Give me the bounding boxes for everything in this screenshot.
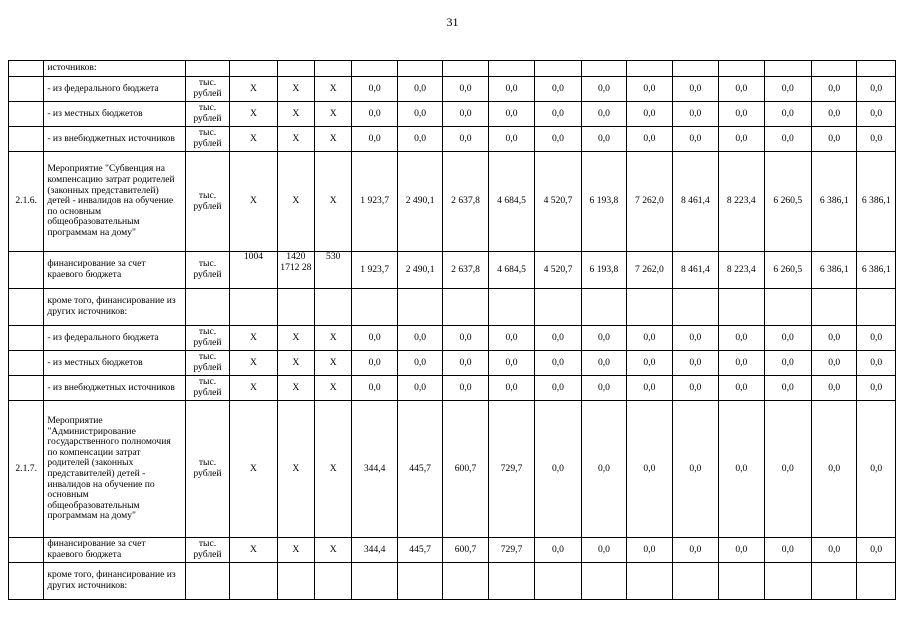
value-cell: 0,0	[535, 77, 581, 102]
code-cell-3: X	[315, 351, 352, 376]
value-cell: 0,0	[672, 77, 718, 102]
value-cell: 0,0	[352, 326, 397, 351]
table-row	[9, 61, 896, 77]
value-cell	[857, 563, 896, 600]
unit-cell: тыс. рублей	[185, 152, 229, 252]
value-cell: 0,0	[581, 351, 626, 376]
item-name-cell: - из местных бюджетов	[44, 351, 185, 376]
value-cell: 729,7	[488, 538, 534, 563]
value-cell: 0,0	[488, 77, 534, 102]
unit-cell: тыс. рублей	[185, 326, 229, 351]
value-cell	[443, 61, 488, 77]
row-number-cell: 2.1.7.	[9, 401, 44, 538]
code-cell-3: X	[315, 538, 352, 563]
value-cell: 0,0	[627, 77, 672, 102]
value-cell: 8 461,4	[672, 152, 718, 252]
item-name-cell: - из федерального бюджета	[44, 77, 185, 102]
value-cell	[581, 289, 626, 326]
value-cell: 0,0	[488, 102, 534, 127]
value-cell: 0,0	[857, 127, 896, 152]
code-cell-2: X	[277, 77, 314, 102]
table-row	[9, 376, 896, 401]
value-cell	[535, 563, 581, 600]
value-cell: 4 520,7	[535, 152, 581, 252]
code-cell-2	[277, 61, 314, 77]
value-cell: 0,0	[443, 326, 488, 351]
value-cell	[443, 563, 488, 600]
value-cell: 0,0	[672, 538, 718, 563]
value-cell	[488, 61, 534, 77]
value-cell	[719, 61, 764, 77]
table-row	[9, 77, 896, 102]
value-cell: 600,7	[443, 401, 488, 538]
value-cell: 344,4	[352, 538, 397, 563]
item-name-cell: кроме того, финансирование из других источников:	[44, 289, 185, 326]
value-cell	[397, 61, 442, 77]
table-row	[9, 127, 896, 152]
value-cell: 0,0	[764, 538, 811, 563]
value-cell: 4 520,7	[535, 252, 581, 289]
code-cell-1	[230, 563, 277, 600]
value-cell: 0,0	[764, 127, 811, 152]
value-cell	[857, 61, 896, 77]
value-cell: 0,0	[719, 326, 764, 351]
code-cell-2: X	[277, 351, 314, 376]
value-cell: 2 637,8	[443, 252, 488, 289]
value-cell: 0,0	[764, 77, 811, 102]
code-cell-1: X	[230, 538, 277, 563]
code-cell-3: X	[315, 127, 352, 152]
unit-cell: тыс. рублей	[185, 351, 229, 376]
value-cell: 0,0	[812, 376, 857, 401]
value-cell	[719, 289, 764, 326]
value-cell: 0,0	[719, 127, 764, 152]
value-cell	[352, 563, 397, 600]
value-cell: 6 386,1	[812, 152, 857, 252]
row-number-cell	[9, 376, 44, 401]
value-cell	[397, 563, 442, 600]
value-cell: 0,0	[397, 326, 442, 351]
value-cell: 6 386,1	[857, 252, 896, 289]
table-body	[9, 61, 896, 600]
value-cell	[352, 61, 397, 77]
value-cell: 0,0	[581, 127, 626, 152]
unit-cell: тыс. рублей	[185, 376, 229, 401]
value-cell	[488, 289, 534, 326]
code-cell-2: X	[277, 376, 314, 401]
page-number: 31	[446, 15, 459, 29]
code-cell-1: X	[230, 326, 277, 351]
code-cell-1: X	[230, 77, 277, 102]
item-name-cell: кроме того, финансирование из других источников:	[44, 563, 185, 600]
table-row	[9, 252, 896, 289]
row-number-cell: 2.1.6.	[9, 152, 44, 252]
value-cell: 8 223,4	[719, 252, 764, 289]
value-cell	[627, 61, 672, 77]
code-cell-1	[230, 61, 277, 77]
value-cell: 0,0	[719, 77, 764, 102]
value-cell	[719, 563, 764, 600]
code-cell-3: X	[315, 77, 352, 102]
row-number-cell	[9, 538, 44, 563]
value-cell: 0,0	[581, 401, 626, 538]
value-cell: 0,0	[535, 376, 581, 401]
table-row	[9, 351, 896, 376]
value-cell: 0,0	[397, 102, 442, 127]
value-cell: 445,7	[397, 401, 442, 538]
value-cell: 0,0	[719, 538, 764, 563]
code-cell-1: X	[230, 102, 277, 127]
table-row	[9, 538, 896, 563]
value-cell: 0,0	[535, 127, 581, 152]
value-cell: 0,0	[857, 326, 896, 351]
value-cell: 6 193,8	[581, 152, 626, 252]
code-cell-1	[230, 289, 277, 326]
code-cell-2: 1420 1712 28	[277, 252, 314, 289]
value-cell: 0,0	[627, 376, 672, 401]
value-cell: 0,0	[488, 376, 534, 401]
unit-cell: тыс. рублей	[185, 401, 229, 538]
value-cell	[812, 289, 857, 326]
value-cell: 0,0	[443, 102, 488, 127]
value-cell: 0,0	[812, 351, 857, 376]
code-cell-3: 530	[315, 252, 352, 289]
table-row	[9, 563, 896, 600]
value-cell: 0,0	[581, 326, 626, 351]
value-cell: 0,0	[812, 127, 857, 152]
code-cell-3	[315, 61, 352, 77]
table-row	[9, 102, 896, 127]
value-cell: 0,0	[443, 376, 488, 401]
value-cell	[488, 563, 534, 600]
code-cell-1: 1004	[230, 252, 277, 289]
value-cell: 0,0	[581, 376, 626, 401]
value-cell: 0,0	[397, 376, 442, 401]
value-cell: 0,0	[812, 77, 857, 102]
budget-table	[8, 60, 896, 600]
value-cell: 6 386,1	[812, 252, 857, 289]
code-cell-2: X	[277, 401, 314, 538]
row-number-cell	[9, 61, 44, 77]
value-cell: 0,0	[857, 538, 896, 563]
value-cell: 344,4	[352, 401, 397, 538]
row-number-cell	[9, 77, 44, 102]
value-cell: 0,0	[857, 376, 896, 401]
value-cell	[672, 61, 718, 77]
unit-cell	[185, 289, 229, 326]
value-cell: 0,0	[672, 326, 718, 351]
value-cell: 0,0	[397, 351, 442, 376]
value-cell: 2 490,1	[397, 252, 442, 289]
row-number-cell	[9, 102, 44, 127]
value-cell: 0,0	[627, 326, 672, 351]
value-cell: 0,0	[488, 351, 534, 376]
value-cell: 6 386,1	[857, 152, 896, 252]
value-cell	[535, 289, 581, 326]
value-cell: 8 223,4	[719, 152, 764, 252]
code-cell-2: X	[277, 102, 314, 127]
value-cell: 0,0	[581, 538, 626, 563]
item-name-cell: - из внебюджетных источников	[44, 127, 185, 152]
value-cell: 2 637,8	[443, 152, 488, 252]
code-cell-3: X	[315, 102, 352, 127]
value-cell: 0,0	[581, 102, 626, 127]
value-cell	[443, 289, 488, 326]
code-cell-2	[277, 563, 314, 600]
value-cell: 600,7	[443, 538, 488, 563]
value-cell: 0,0	[627, 538, 672, 563]
value-cell	[672, 289, 718, 326]
table-row	[9, 326, 896, 351]
value-cell: 4 684,5	[488, 152, 534, 252]
value-cell	[764, 563, 811, 600]
unit-cell: тыс. рублей	[185, 127, 229, 152]
value-cell: 0,0	[719, 102, 764, 127]
row-number-cell	[9, 127, 44, 152]
value-cell: 0,0	[352, 127, 397, 152]
value-cell: 0,0	[857, 77, 896, 102]
value-cell: 1 923,7	[352, 152, 397, 252]
value-cell: 0,0	[764, 376, 811, 401]
value-cell: 0,0	[764, 351, 811, 376]
value-cell: 0,0	[672, 127, 718, 152]
value-cell: 0,0	[352, 77, 397, 102]
code-cell-2: X	[277, 127, 314, 152]
value-cell: 0,0	[352, 376, 397, 401]
value-cell: 0,0	[488, 127, 534, 152]
value-cell: 0,0	[535, 102, 581, 127]
code-cell-1: X	[230, 376, 277, 401]
value-cell: 0,0	[764, 102, 811, 127]
code-cell-2: X	[277, 152, 314, 252]
value-cell: 0,0	[352, 102, 397, 127]
row-number-cell	[9, 289, 44, 326]
value-cell	[581, 61, 626, 77]
value-cell: 0,0	[812, 102, 857, 127]
item-name-cell: финансирование за счет краевого бюджета	[44, 252, 185, 289]
value-cell: 0,0	[443, 77, 488, 102]
value-cell: 0,0	[352, 351, 397, 376]
value-cell	[812, 563, 857, 600]
value-cell	[581, 563, 626, 600]
value-cell: 0,0	[812, 401, 857, 538]
item-name-cell: - из внебюджетных источников	[44, 376, 185, 401]
value-cell: 0,0	[857, 102, 896, 127]
item-name-cell: Мероприятие "Субвенция на компенсацию затрат родителей (законных представителей) детей - инвалидов на обучение по основным общеобразовательным программам на дому"	[44, 152, 185, 252]
value-cell: 0,0	[443, 351, 488, 376]
table-row	[9, 152, 896, 252]
value-cell: 445,7	[397, 538, 442, 563]
code-cell-1: X	[230, 127, 277, 152]
code-cell-2: X	[277, 326, 314, 351]
row-number-cell	[9, 563, 44, 600]
value-cell: 0,0	[857, 401, 896, 538]
row-number-cell	[9, 326, 44, 351]
value-cell	[627, 289, 672, 326]
value-cell: 6 260,5	[764, 252, 811, 289]
value-cell: 2 490,1	[397, 152, 442, 252]
value-cell: 0,0	[397, 127, 442, 152]
unit-cell	[185, 61, 229, 77]
value-cell: 8 461,4	[672, 252, 718, 289]
item-name-cell: источников:	[44, 61, 185, 77]
value-cell: 0,0	[443, 127, 488, 152]
value-cell: 7 262,0	[627, 252, 672, 289]
item-name-cell: - из федерального бюджета	[44, 326, 185, 351]
value-cell: 0,0	[581, 77, 626, 102]
value-cell: 1 923,7	[352, 252, 397, 289]
value-cell: 0,0	[764, 326, 811, 351]
code-cell-3	[315, 289, 352, 326]
value-cell: 0,0	[535, 538, 581, 563]
code-cell-1: X	[230, 401, 277, 538]
value-cell: 0,0	[535, 401, 581, 538]
code-cell-3: X	[315, 326, 352, 351]
unit-cell: тыс. рублей	[185, 77, 229, 102]
value-cell: 0,0	[857, 351, 896, 376]
unit-cell: тыс. рублей	[185, 102, 229, 127]
value-cell: 0,0	[719, 376, 764, 401]
value-cell: 0,0	[812, 538, 857, 563]
unit-cell: тыс. рублей	[185, 538, 229, 563]
code-cell-3: X	[315, 401, 352, 538]
value-cell: 0,0	[719, 401, 764, 538]
value-cell: 0,0	[672, 376, 718, 401]
value-cell	[397, 289, 442, 326]
value-cell: 0,0	[397, 77, 442, 102]
value-cell	[627, 563, 672, 600]
row-number-cell	[9, 252, 44, 289]
value-cell	[764, 61, 811, 77]
value-cell: 0,0	[627, 351, 672, 376]
value-cell: 0,0	[672, 401, 718, 538]
value-cell: 7 262,0	[627, 152, 672, 252]
value-cell	[764, 289, 811, 326]
code-cell-3	[315, 563, 352, 600]
value-cell: 4 684,5	[488, 252, 534, 289]
value-cell: 6 260,5	[764, 152, 811, 252]
code-cell-2: X	[277, 538, 314, 563]
code-cell-3: X	[315, 376, 352, 401]
value-cell: 0,0	[672, 351, 718, 376]
value-cell: 0,0	[627, 127, 672, 152]
value-cell: 0,0	[488, 326, 534, 351]
value-cell: 0,0	[627, 102, 672, 127]
value-cell: 0,0	[535, 326, 581, 351]
code-cell-2	[277, 289, 314, 326]
value-cell: 0,0	[672, 102, 718, 127]
value-cell: 0,0	[627, 401, 672, 538]
value-cell: 729,7	[488, 401, 534, 538]
value-cell: 0,0	[719, 351, 764, 376]
value-cell: 0,0	[812, 326, 857, 351]
value-cell: 0,0	[764, 401, 811, 538]
value-cell	[672, 563, 718, 600]
item-name-cell: финансирование за счет краевого бюджета	[44, 538, 185, 563]
item-name-cell: - из местных бюджетов	[44, 102, 185, 127]
value-cell: 0,0	[535, 351, 581, 376]
value-cell	[812, 61, 857, 77]
value-cell: 6 193,8	[581, 252, 626, 289]
table-row	[9, 289, 896, 326]
code-cell-1: X	[230, 152, 277, 252]
table-row	[9, 401, 896, 538]
item-name-cell: Мероприятие "Администрирование государственного полномочия по компенсации затрат родителей (законных представителей) детей - инвалидов на обучение по основным общеобразовательным программам на дому"	[44, 401, 185, 538]
row-number-cell	[9, 351, 44, 376]
unit-cell	[185, 563, 229, 600]
value-cell	[857, 289, 896, 326]
value-cell	[535, 61, 581, 77]
value-cell	[352, 289, 397, 326]
code-cell-3: X	[315, 152, 352, 252]
code-cell-1: X	[230, 351, 277, 376]
unit-cell: тыс. рублей	[185, 252, 229, 289]
